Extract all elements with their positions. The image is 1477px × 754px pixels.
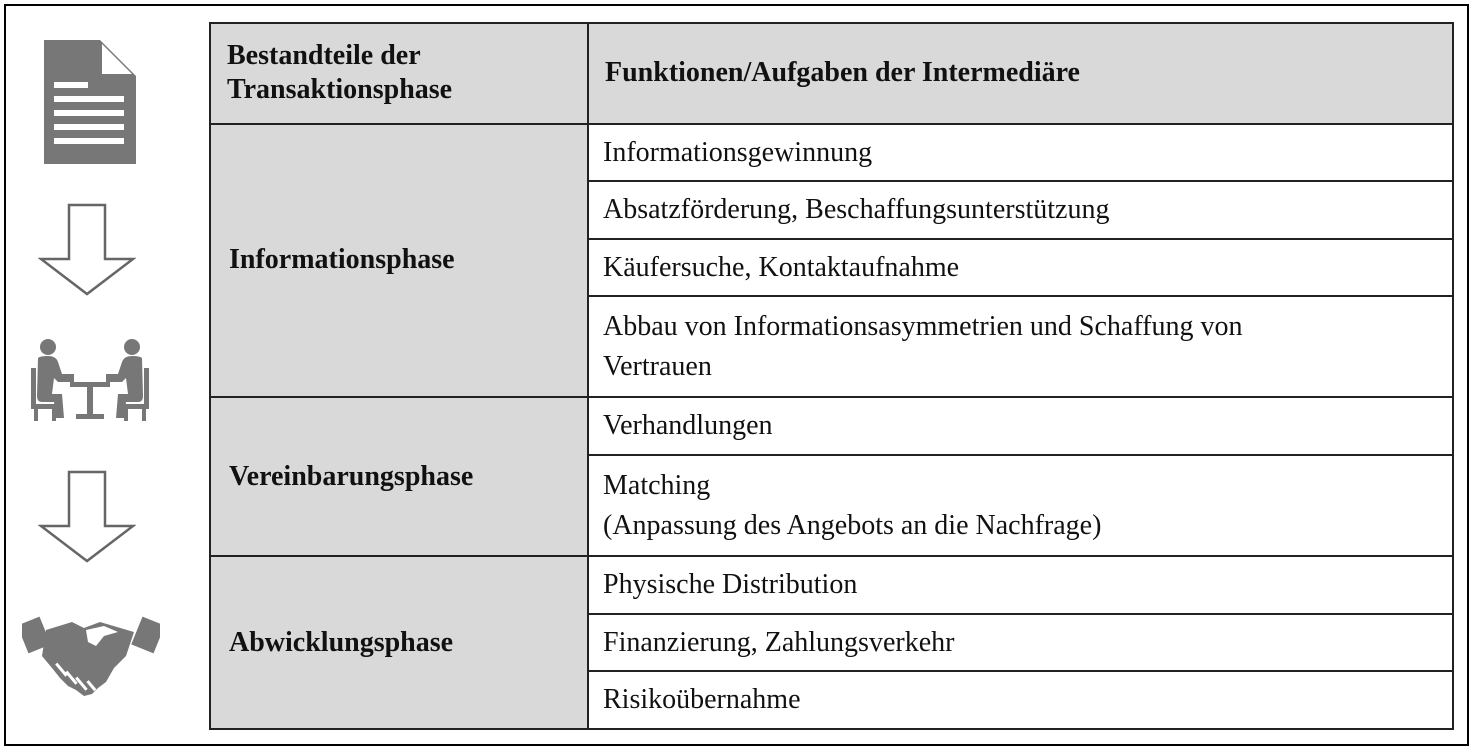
arrow-down-icon (38, 203, 136, 297)
transaction-phases-table (209, 22, 1454, 730)
function-cell: Finanzierung, Zahlungsverkehr (588, 614, 1453, 671)
function-cell: Matching (Anpassung des Angebots an die Nachfrage) (588, 455, 1453, 557)
function-cell: Absatzförderung, Beschaffungsunterstützung (588, 181, 1453, 238)
phase-settlement: Abwicklungsphase (210, 556, 588, 729)
function-cell: Verhandlungen (588, 397, 1453, 454)
handshake-icon (22, 612, 160, 698)
phase-information: Informationsphase (210, 124, 588, 397)
header-functions: Funktionen/Aufgaben der Intermediäre (588, 23, 1453, 124)
table-row (210, 124, 1453, 181)
function-cell: Käufersuche, Kontaktaufnahme (588, 239, 1453, 296)
table-row (210, 556, 1453, 613)
phase-agreement: Vereinbarungsphase (210, 397, 588, 556)
document-icon (40, 36, 140, 168)
function-cell: Physische Distribution (588, 556, 1453, 613)
function-cell: Informationsgewinnung (588, 124, 1453, 181)
function-cell: Risikoübernahme (588, 671, 1453, 729)
function-cell: Abbau von Informationsasymmetrien und Schaffung von Vertrauen (588, 296, 1453, 397)
meeting-table-icon (28, 338, 152, 422)
arrow-down-icon (38, 470, 136, 564)
table-header-row (210, 23, 1453, 124)
header-components: Bestandteile der Transaktionsphase (210, 23, 588, 124)
table-row (210, 397, 1453, 454)
